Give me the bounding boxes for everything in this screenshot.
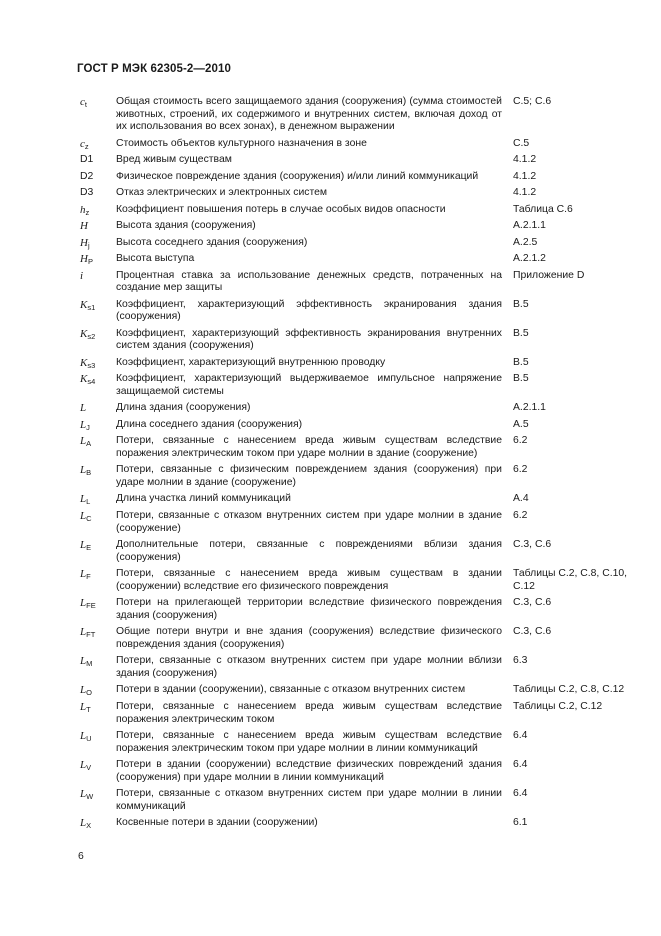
symbol-reference: A.2.1.2 <box>513 253 546 265</box>
symbol-description: Вред живым существам <box>116 154 232 166</box>
symbol-description: Потери, связанные с нанесением вреда живым существам вследствие поражения электрическим током при ударе молнии в линии коммуникаций <box>116 729 502 754</box>
symbol-description: Потери в здании (сооружении), связанные с отказом внутренних систем <box>116 684 466 696</box>
symbol-base: L <box>80 788 87 801</box>
symbol-description: Потери на прилегающей территории вследствие физического повреждения здания (сооружения) <box>116 597 502 621</box>
symbol <box>80 328 116 341</box>
symbol-subscript: V <box>86 763 92 773</box>
symbol-subscript: A <box>86 439 92 449</box>
symbol-row <box>80 187 640 200</box>
symbol-description: Длина участка линий коммуникаций <box>116 493 291 505</box>
symbol-description: Высота здания (сооружения) <box>116 220 256 232</box>
symbol-description: Физическое повреждение здания (сооружения) и/или линий коммуникаций <box>116 170 479 182</box>
symbol-base: L <box>80 435 87 448</box>
symbol-subscript: B <box>86 468 92 478</box>
symbol-reference: C.5; C.6 <box>513 96 552 107</box>
symbol-base: L <box>80 493 87 506</box>
symbol-base: H <box>80 236 88 249</box>
symbol-base: L <box>80 509 87 522</box>
symbol-base: L <box>80 568 87 581</box>
symbol-reference: 6.1 <box>513 817 528 829</box>
symbol-description: Потери, связанные с нанесением вреда живым существам вследствие поражения электрическим током при ударе молнии в здание (сооружение) <box>116 435 502 459</box>
symbol-row <box>80 171 640 184</box>
symbol-reference: A.2.5 <box>513 236 538 248</box>
symbol-description: Общая стоимость всего защищаемого здания (сооружения) (сумма стоимостей животных, строений, их содержимого и внутренних систем, включая доход от их использования во всех зонах), в денежном выражении <box>116 96 502 133</box>
symbol-description: Коэффициент повышения потерь в случае особых видов опасности <box>116 203 446 215</box>
symbol-row <box>80 328 640 353</box>
symbol-subscript: s4 <box>87 377 96 387</box>
symbol-description: Потери, связанные с нанесением вреда живым существам в здании (сооружении) вследствие его физического повреждения <box>116 568 502 592</box>
symbol-base: h <box>80 203 86 216</box>
symbol-subscript: C <box>86 513 92 523</box>
symbol-subscript: j <box>87 240 90 250</box>
symbol-reference: 6.2 <box>513 435 528 447</box>
symbol <box>80 493 116 506</box>
symbol-row <box>80 568 640 593</box>
symbol <box>80 788 116 801</box>
symbol-reference: A.2.1.1 <box>513 402 546 414</box>
symbol-row <box>80 154 640 167</box>
symbol <box>80 402 116 415</box>
symbol-base: L <box>80 402 87 415</box>
symbol-row <box>80 626 640 651</box>
symbol-reference: B.5 <box>513 373 529 385</box>
symbol-row <box>80 419 640 432</box>
symbol-row <box>80 493 640 506</box>
symbol <box>80 510 116 523</box>
symbol <box>80 138 116 151</box>
symbol <box>80 373 116 386</box>
symbol-subscript: s1 <box>87 302 96 312</box>
symbol <box>80 655 116 668</box>
symbol <box>80 464 116 477</box>
symbol-description: Потери, связанные с отказом внутренних систем при ударе молнии в здание (сооружение) <box>116 509 502 534</box>
symbol-row <box>80 701 640 726</box>
page-number: 6 <box>78 851 84 862</box>
symbol-subscript: z <box>85 207 90 217</box>
symbol-row <box>80 253 640 266</box>
symbol <box>80 237 116 250</box>
symbol-base: c <box>80 96 85 108</box>
symbol-base: L <box>80 817 87 830</box>
symbol-base: i <box>80 269 84 282</box>
symbol <box>80 626 116 639</box>
symbol <box>80 299 116 312</box>
symbol-row <box>80 96 640 134</box>
symbol <box>80 435 116 448</box>
symbol-subscript: s2 <box>87 331 96 341</box>
symbol-reference: C.3, C.6 <box>513 539 552 551</box>
symbol-row <box>80 730 640 755</box>
symbol <box>80 154 116 167</box>
symbol-subscript: O <box>86 688 92 698</box>
symbol-reference: Таблицы C.2, C.12 <box>513 700 603 712</box>
symbol-reference: C.3, C.6 <box>513 626 552 638</box>
symbol-subscript: P <box>87 257 93 267</box>
symbol <box>80 171 116 184</box>
symbol-description: Общие потери внутри и вне здания (сооружения) вследствие физического повреждения здания (сооружения) <box>116 626 502 650</box>
symbol-description: Коэффициент, характеризующий выдерживаемое импульсное напряжение защищаемой системы <box>116 373 502 397</box>
symbol-base: D2 <box>80 170 94 182</box>
symbol-base: L <box>80 626 87 639</box>
symbol-subscript: J <box>86 422 90 432</box>
symbol <box>80 701 116 714</box>
symbol-subscript: L <box>86 497 91 507</box>
symbol-row <box>80 402 640 415</box>
symbol-reference: 6.4 <box>513 788 528 800</box>
symbol <box>80 817 116 830</box>
symbol-base: L <box>80 539 87 552</box>
symbol-description: Потери, связанные с отказом внутренних систем при ударе молнии вблизи здания (сооружения) <box>116 655 502 679</box>
symbol-base: L <box>80 418 87 431</box>
symbol-base: L <box>80 700 87 713</box>
symbol-subscript: t <box>84 100 87 109</box>
symbol-row <box>80 237 640 250</box>
symbol-base: c <box>80 137 85 150</box>
symbol <box>80 204 116 217</box>
symbol-description: Дополнительные потери, связанные с повреждениями вблизи здания (сооружения) <box>116 539 502 563</box>
symbol-reference: A.5 <box>513 418 529 430</box>
symbol-description: Потери в здании (сооружении) вследствие физических повреждений здания (сооружения) при ударе молнии в линии коммуникаций <box>116 759 502 783</box>
symbol-subscript: T <box>86 704 91 714</box>
symbol-description: Длина соседнего здания (сооружения) <box>116 418 303 430</box>
symbol-reference: 4.1.2 <box>513 187 537 199</box>
symbol <box>80 419 116 432</box>
document-header: ГОСТ Р МЭК 62305-2—2010 <box>77 63 231 75</box>
symbol-description: Косвенные потери в здании (сооружении) <box>116 817 318 829</box>
symbol-row <box>80 597 640 622</box>
symbol-reference: C.3, C.6 <box>513 597 552 609</box>
symbol-base: L <box>80 684 87 697</box>
symbol-subscript: W <box>86 792 94 802</box>
symbol-reference: Таблица C.6 <box>513 203 573 215</box>
symbol-description: Коэффициент, характеризующий эффективность экранирования здания (сооружения) <box>116 298 502 323</box>
symbol-reference: B.5 <box>513 327 529 339</box>
symbol-reference: Приложение D <box>513 269 585 281</box>
symbol-description: Потери, связанные с нанесением вреда живым существам вследствие поражения электрическим током <box>116 700 502 725</box>
symbol <box>80 220 116 233</box>
symbol-row <box>80 435 640 460</box>
symbol-base: H <box>80 220 88 233</box>
symbol-row <box>80 817 640 830</box>
symbol-subscript: X <box>86 821 92 831</box>
symbol-base: L <box>80 759 87 772</box>
symbol-reference: Таблицы C.2, C.8, C.12 <box>513 684 625 696</box>
symbol-reference: 4.1.2 <box>513 170 537 182</box>
symbol-row <box>80 684 640 697</box>
symbol-row <box>80 464 640 489</box>
symbol-base: K <box>80 298 88 311</box>
symbol-base: K <box>80 327 88 340</box>
symbol-subscript: z <box>84 141 89 151</box>
symbol-base: H <box>80 253 88 266</box>
symbol-row <box>80 357 640 370</box>
symbol-base: L <box>80 464 87 477</box>
symbol-reference: 6.4 <box>513 759 528 771</box>
symbol-subscript: M <box>86 659 93 669</box>
symbol-subscript: FT <box>86 630 96 640</box>
symbol-description: Процентная ставка за использование денежных средств, потраченных на создание мер защиты <box>116 269 502 294</box>
symbol-reference: B.5 <box>513 356 529 368</box>
symbol-subscript: s3 <box>87 360 96 370</box>
symbol-subscript: E <box>86 543 92 553</box>
symbols-list <box>80 96 640 834</box>
symbol-reference: 6.3 <box>513 655 528 667</box>
symbol <box>80 270 116 283</box>
symbol <box>80 759 116 772</box>
symbol-subscript: FE <box>86 601 96 611</box>
symbol-row <box>80 138 640 151</box>
symbol-description: Коэффициент, характеризующий эффективность экранирования внутренних систем здания (сооружения) <box>116 327 502 352</box>
symbol-base: L <box>80 655 87 668</box>
symbol-description: Высота выступа <box>116 253 195 265</box>
symbol-reference: 6.4 <box>513 729 528 741</box>
symbol-reference: 4.1.2 <box>513 154 537 166</box>
symbol <box>80 597 116 610</box>
symbol-row <box>80 270 640 295</box>
symbol-base: D1 <box>80 154 94 166</box>
symbol-reference: A.2.1.1 <box>513 220 546 232</box>
symbol-reference: A.4 <box>513 493 529 505</box>
symbol-row <box>80 759 640 784</box>
symbol <box>80 253 116 266</box>
symbol <box>80 684 116 697</box>
symbol-base: L <box>80 597 87 610</box>
symbol-row <box>80 299 640 324</box>
symbol-base: K <box>80 373 88 386</box>
symbol-description: Потери, связанные с физическим повреждением здания (сооружения) при ударе молнии в здание (сооружение) <box>116 464 502 488</box>
symbol-reference: Таблицы C.2, C.8, C.10, C.12 <box>513 568 628 592</box>
symbol-subscript: F <box>86 572 91 582</box>
symbol-reference: C.5 <box>513 137 530 149</box>
symbol-base: K <box>80 356 88 369</box>
symbol-row <box>80 373 640 398</box>
symbol-subscript: U <box>86 733 92 743</box>
symbol-row <box>80 220 640 233</box>
symbol-description: Отказ электрических и электронных систем <box>116 187 328 199</box>
symbol-description: Высота соседнего здания (сооружения) <box>116 236 308 248</box>
symbol <box>80 357 116 370</box>
symbol-row <box>80 204 640 217</box>
symbol <box>80 730 116 743</box>
symbol-row <box>80 539 640 564</box>
symbol-reference: 6.2 <box>513 509 528 521</box>
symbol-reference: B.5 <box>513 298 529 310</box>
symbol-row <box>80 788 640 813</box>
symbol-description: Стоимость объектов культурного назначения в зоне <box>116 137 367 149</box>
symbol <box>80 568 116 581</box>
symbol-description: Коэффициент, характеризующий внутреннюю проводку <box>116 356 386 368</box>
symbol-reference: 6.2 <box>513 464 528 476</box>
symbol-base: L <box>80 729 87 742</box>
symbol <box>80 539 116 552</box>
symbol <box>80 187 116 200</box>
symbol-description: Длина здания (сооружения) <box>116 402 251 414</box>
symbol-base: D3 <box>80 187 94 199</box>
symbol-description: Потери, связанные с отказом внутренних систем при ударе молнии в линии коммуникаций <box>116 788 502 812</box>
symbol-row <box>80 655 640 680</box>
symbol <box>80 96 116 109</box>
symbol-row <box>80 510 640 535</box>
